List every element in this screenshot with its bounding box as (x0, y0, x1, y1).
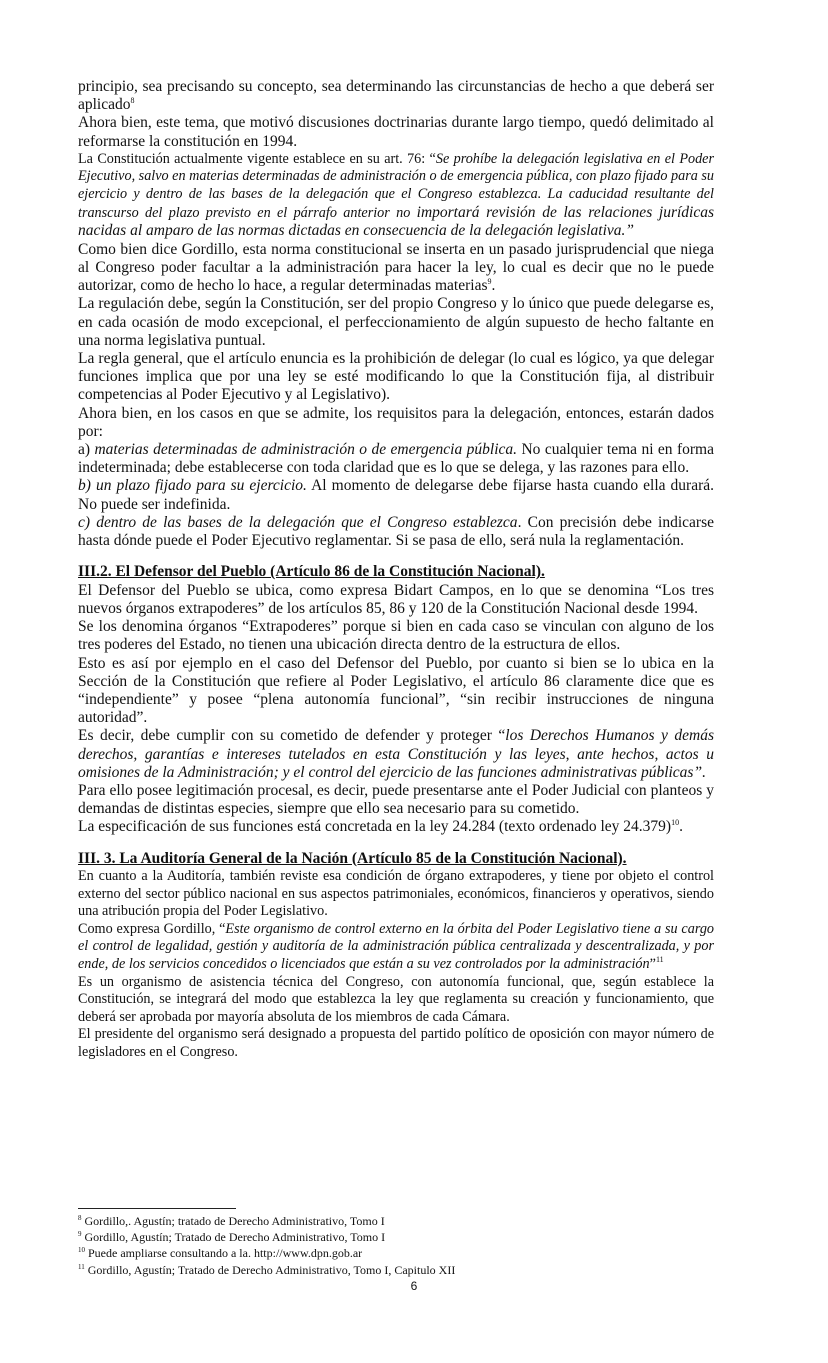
paragraph: Como expresa Gordillo, “Este organismo de control externo en la órbita del Poder Legislativo tiene a su cargo el control de legalidad, gestión y auditoría de la administración pública centralizada y descentralizada, y por ende, de los servicios concedidos o licenciados que están a su vez controlados por la administración”$^{11}$ (78, 920, 715, 973)
paragraph: Es decir, debe cumplir con su cometido de defender y proteger “los Derechos Humanos y demás derechos, garantías e intereses tutelados en esta Constitución y las leyes, ante hechos, actos u omisiones de la Administración; y el control del ejercicio de las funciones administrativas públicas”. (78, 727, 714, 781)
section-heading: III.2. El Defensor del Pueblo (Artículo 86 de la Constitución Nacional). (78, 563, 545, 581)
page-number: 6 (410, 1279, 418, 1293)
paragraph: La regulación debe, según la Constitución, ser del propio Congreso y lo único que puede delegarse es, en cada ocasión de modo excepcional, el perfeccionamiento de algún supuesto de hecho faltante en una norma legislativa puntual. (78, 295, 714, 349)
paragraph: En cuanto a la Auditoría, también reviste esa condición de órgano extrapoderes, y tiene por objeto el control externo del sector público nacional en sus aspectos patrimoniales, económicos, financieros y operativos, siendo una atribución propia del Poder Legislativo. (78, 868, 714, 920)
footnote: $^9$ Gordillo, Agustín; Tratado de Derecho Administrativo, Tomo I (78, 1230, 386, 1245)
list-item: a) materias determinadas de administración o de emergencia pública. No cualquier tema ni en forma indeterminada; debe establecerse con toda claridad que es lo que se delega, y las razones para ello. (78, 441, 714, 477)
footnote: $^8$ Gordillo,. Agustín; tratado de Derecho Administrativo, Tomo I (78, 1214, 385, 1228)
footnote: $^{10}$ Puede ampliarse consultando a la. http://www.dpn.gob.ar (78, 1246, 363, 1261)
gordillo-quote: Este organismo de control externo en la órbita del Poder Legislativo tiene a su cargo el control de legalidad, gestión y auditoría de la administración pública centralizada y descentralizada, y por ende, de los servicios concedidos o licenciados que están a su vez controlados por la administración (78, 920, 715, 973)
document-body (78, 78, 714, 1062)
list-item: b) un plazo fijado para su ejercicio. Al momento de delegarse debe fijarse hasta cuando ella durará. No puede ser indefinida. (78, 477, 714, 513)
paragraph: Como bien dice Gordillo, esta norma constitucional se inserta en un pasado jurisprudencial que niega al Congreso poder facultar a la administración para hacer la ley, lo cual es decir que no le puede autorizar, como de hecho lo hace, a regular determinadas materias$^9$. (78, 240, 714, 295)
footnote-ref[interactable]: 11 (655, 955, 664, 965)
paragraph: La regla general, que el artículo enuncia es la prohibición de delegar (lo cual es lógico, ya que delegar funciones implica que por una ley se esté modificando lo que la Constitución fija, al distribuir competencias al Poder Ejecutivo y al Legislativo). (78, 350, 714, 404)
paragraph: Es un organismo de asistencia técnica del Congreso, con autonomía funcional, que, según establece la Constitución, se integrará del modo que establezca la ley que reglamenta su creación y funcionamiento, que deberá ser aprobada por mayoría absoluta de los miembros de cada Cámara. (78, 973, 714, 1025)
paragraph: El Defensor del Pueblo se ubica, como expresa Bidart Campos, en lo que se denomina “Los tres nuevos órganos extrapoderes” de los artículos 85, 86 y 120 de la Constitución Nacional desde 1994. (78, 581, 714, 617)
footnote: $^{11}$ Gordillo, Agustín; Tratado de Derecho Administrativo, Tomo I, Capitulo XII (78, 1262, 456, 1277)
paragraph: La Constitución actualmente vigente establece en su art. 76: “Se prohíbe la delegación legislativa en el Poder Ejecutivo, salvo en materias determinadas de administración o de emergencia pública, con plazo fijado para su ejercicio y dentro de las bases de la delegación que el Congreso establezca. La caducidad resultante del transcurso del plazo previsto en el párrafo anterior no importará revisión de las relaciones jurídicas nacidas al amparo de las normas dictadas en consecuencia de la delegación legislativa.” (78, 150, 714, 240)
footnote-divider (78, 1208, 236, 1209)
paragraph: Se los denomina órganos “Extrapoderes” porque si bien en cada caso se vinculan con alguno de los tres poderes del Estado, no tienen una ubicación directa dentro de la estructura de ellos. (78, 618, 714, 654)
paragraph: Ahora bien, este tema, que motivó discusiones doctrinarias durante largo tiempo, quedó delimitado al reformarse la constitución en 1994. (78, 114, 714, 150)
paragraph: Ahora bien, en los casos en que se admite, los requisitos para la delegación, entonces, estarán dados por: (78, 404, 714, 440)
section-heading: III. 3. La Auditoría General de la Nación (Artículo 85 de la Constitución Nacional). (78, 849, 627, 867)
paragraph: principio, sea precisando su concepto, sea determinando las circunstancias de hecho a que deberá ser aplicado$^8$ (78, 78, 714, 114)
paragraph: El presidente del organismo será designado a propuesta del partido político de oposición con mayor número de legisladores en el Congreso. (78, 1026, 714, 1061)
list-item: c) dentro de las bases de la delegación que el Congreso establezca. Con precisión debe indicarse hasta dónde puede el Poder Ejecutivo reglamentar. Si se pasa de ello, será nula la reglamentación. (78, 513, 715, 550)
constitution-quote: Se prohíbe la delegación legislativa en el Poder Ejecutivo, salvo en materias determinadas de administración o de emergencia pública, con plazo fijado para su ejercicio y dentro de las bases de la delegación que el Congreso establezca. La caducidad resultante del transcurso del plazo previsto en el párrafo anterior no (78, 150, 714, 221)
paragraph: Para ello posee legitimación procesal, es decir, puede presentarse ante el Poder Judicial con planteos y demandas de distintas especies, siempre que ello sea necesario para su cometido. (78, 781, 714, 818)
footnotes (78, 1213, 714, 1278)
constitution-quote: importará revisión de las relaciones jurídicas nacidas al amparo de las normas dictadas en consecuencia de la delegación legislativa.” (78, 203, 714, 240)
footnote-ref[interactable]: 8 (130, 96, 135, 106)
footnote-ref[interactable]: 9 (487, 277, 492, 287)
footnote-ref[interactable]: 10 (671, 818, 680, 828)
paragraph: La especificación de sus funciones está concretada en la ley 24.284 (texto ordenado ley 24.379)$^{10}$. (78, 818, 683, 836)
paragraph: Esto es así por ejemplo en el caso del Defensor del Pueblo, por cuanto si bien se lo ubica en la Sección de la Constitución que refiere al Poder Legislativo, el artículo 86 claramente dice que es “independiente” y posee “plena autonomía funcional”, “sin recibir instrucciones de ninguna autoridad”. (78, 654, 714, 727)
